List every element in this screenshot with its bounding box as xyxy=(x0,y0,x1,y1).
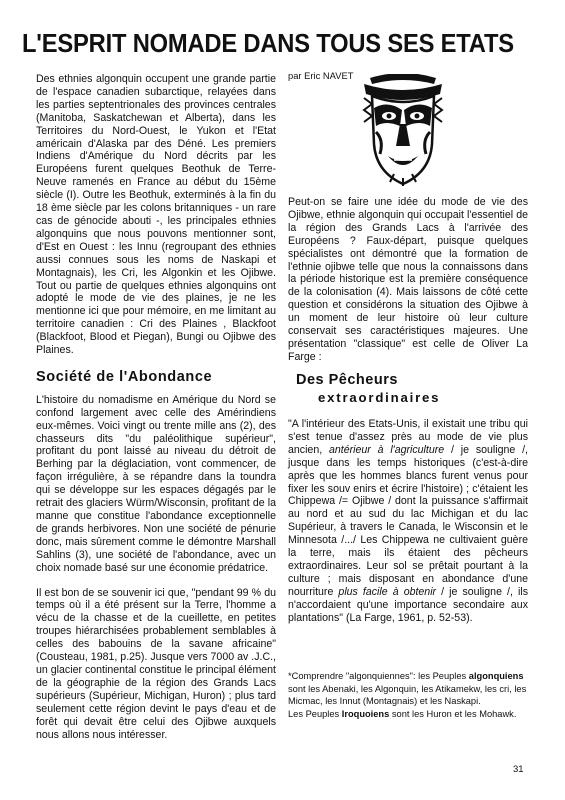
page-title: L'ESPRIT NOMADE DANS TOUS SES ETATS xyxy=(22,30,514,58)
footnote-text: Les Peuples xyxy=(288,708,342,719)
footnote-bold: Iroquoiens xyxy=(341,708,390,719)
quote-emphasis: antérieur à l'agriculture xyxy=(328,443,445,456)
right-column-intro xyxy=(288,196,528,364)
footnote-text: sont les Huron et les Mohawk. xyxy=(389,708,517,719)
footnote-line xyxy=(288,708,528,721)
quote-emphasis: plus facile à obtenir xyxy=(338,585,437,598)
footnote-text: sont les Abenaki, les Algonquin, les Atikamekw, les cri, les Micmac, les Innut (Montagnais) et les Naskapi. xyxy=(288,683,527,707)
footnote-text: *Comprendre "algonquiennes": les Peuples xyxy=(288,671,469,681)
la-farge-quote xyxy=(288,418,528,625)
footnote xyxy=(288,670,528,720)
footnote-bold: algonquiens xyxy=(468,671,524,681)
quote-text: / je souligne /, jusque dans les temps historiques (c'est-à-dire après que les hommes blancs furent venus pour fixer les souv enirs et écrire l'histoire) ; c'étaient les Chippewa /= Ojibwe / dont la puissance s'affirmait au nord et au sud du lac Michigan et du lac Supérieur, à travers le Canada, le Wisconsin et le Minnesota /.../ Les Chippewa ne cultivaient guère la terre, mais ils étaient des pêcheurs extraordinaires. Leur sol se prêtait pourtant à la culture ; mais disposant en abondance d'une nourriture xyxy=(288,443,528,598)
body-paragraph: Il est bon de se souvenir ici que, "pendant 99 % du temps où il a été présent sur la Terre, l'homme a vécu de la chasse et de la cueillette, en petites troupes hiérarchisées probablement semblables à celles des babouins de la savane africaine" (Cousteau, 1981, p.25). Jusque vers 7000 av .J.C., un glacier continental constitue le principal élément de la géographie de la région des Grands Lacs supérieurs (Supérieur, Michigan, Huron) ; plus tard seulement cette région devint le pays d'eau et de forêt qui devait être celui des Ojibwe auxquels nous allons nous intéresser. xyxy=(36,586,276,741)
section-heading-abondance: Société de l'Abondance xyxy=(36,368,213,385)
section-heading-pecheurs: Des Pêcheurs xyxy=(296,372,398,388)
page-number: 31 xyxy=(513,764,524,775)
intro-paragraph: Des ethnies algonquin occupent une grande partie de l'espace canadien subarctique, relayées dans les parties septentrionales des provinces centrales (Manitoba, Saskatchewan et Alberta), dans les Territoires du Nord-Ouest, le Yukon et l'Etat américain d'Alaska par des Déné. Les premiers Indiens d'Amérique du Nord décrits par les Européens furent quelques Beothuk de Terre-Neuve ramenés en France au début du 15ème siècle (I). Outre les Beothuk, exterminés à la fin du 18 ème siècle par les colons britanniques - un rare cas de génocide abouti -, les principales ethnies algonquins que nous pouvons mentionner sont, d'Est en Ouest : les Innu (regroupant des ethnies aussi connues sous les noms de Naskapi et Montagnais), les Cri, les Algonkin et les Ojibwe. Tout ou partie de quelques ethnies algonquins ont adopté le mode de vie des plaines, je ne les mentionne ici que pour mémoire, en me limitant au territoire canadien : Cri des Plaines , Blackfoot (Blackfoot, Blood et Piegan), Bungi ou Ojibwe des Plaines. xyxy=(36,73,276,357)
quote-text: / je souligne /, ils n'accordaient qu'une importance secondaire aux plantations" (La Farge, 1961, p. 52-53). xyxy=(288,585,528,624)
body-paragraph: Peut-on se faire une idée du mode de vie des Ojibwe, ethnie algonquin qui occupait l'essentiel de la région des Grands Lacs à l'arrivée des Européens ? Faux-départ, puisque quelques spécialistes ont démontré que la formation de l'ethnie ojibwe telle que nous la connaissons dans la période historique est la première conséquence de la colonisation (4). Mais laissons de côté cette question et considérons la situation des Ojibwe à un moment de leur histoire où leur culture conservait ses caractéristiques majeures. Une présentation "classique" est celle de Oliver La Farge : xyxy=(288,196,528,363)
quote-text: "A l'intérieur des Etats-Unis, il existait une tribu qui s'est tenue d'assez près au mode de vie plus ancien, xyxy=(288,418,528,456)
left-column xyxy=(36,73,276,741)
footnote-line xyxy=(288,670,528,708)
tribal-mask-illustration xyxy=(360,74,446,186)
author-byline: par Eric NAVET xyxy=(288,70,354,81)
body-paragraph: L'histoire du nomadisme en Amérique du Nord se confond largement avec celle des Amérindiens eux-mêmes. Voici vingt ou trente mille ans (2), des chasseurs dits "du paléolithique supérieur", profitant du pont laissé au niveau du détroit de Berhing par la déglaciation, vont commencer, de façon irrégulière, à se répandre dans la toundra qui se développe sur les espaces dégagés par le retrait des glaciers Würm/Wisconsin, profitant de la manne que constitue l'abondance exceptionnelle de grands herbivores. Non une société de pénurie donc, mais sûrement comme le démontre Marshall Sahlins (3), une société de l'abondance, avec un choix nomade basé sur une économie prédatrice. xyxy=(36,393,276,574)
section-heading-pecheurs-line2: extraordinaires xyxy=(318,390,441,405)
